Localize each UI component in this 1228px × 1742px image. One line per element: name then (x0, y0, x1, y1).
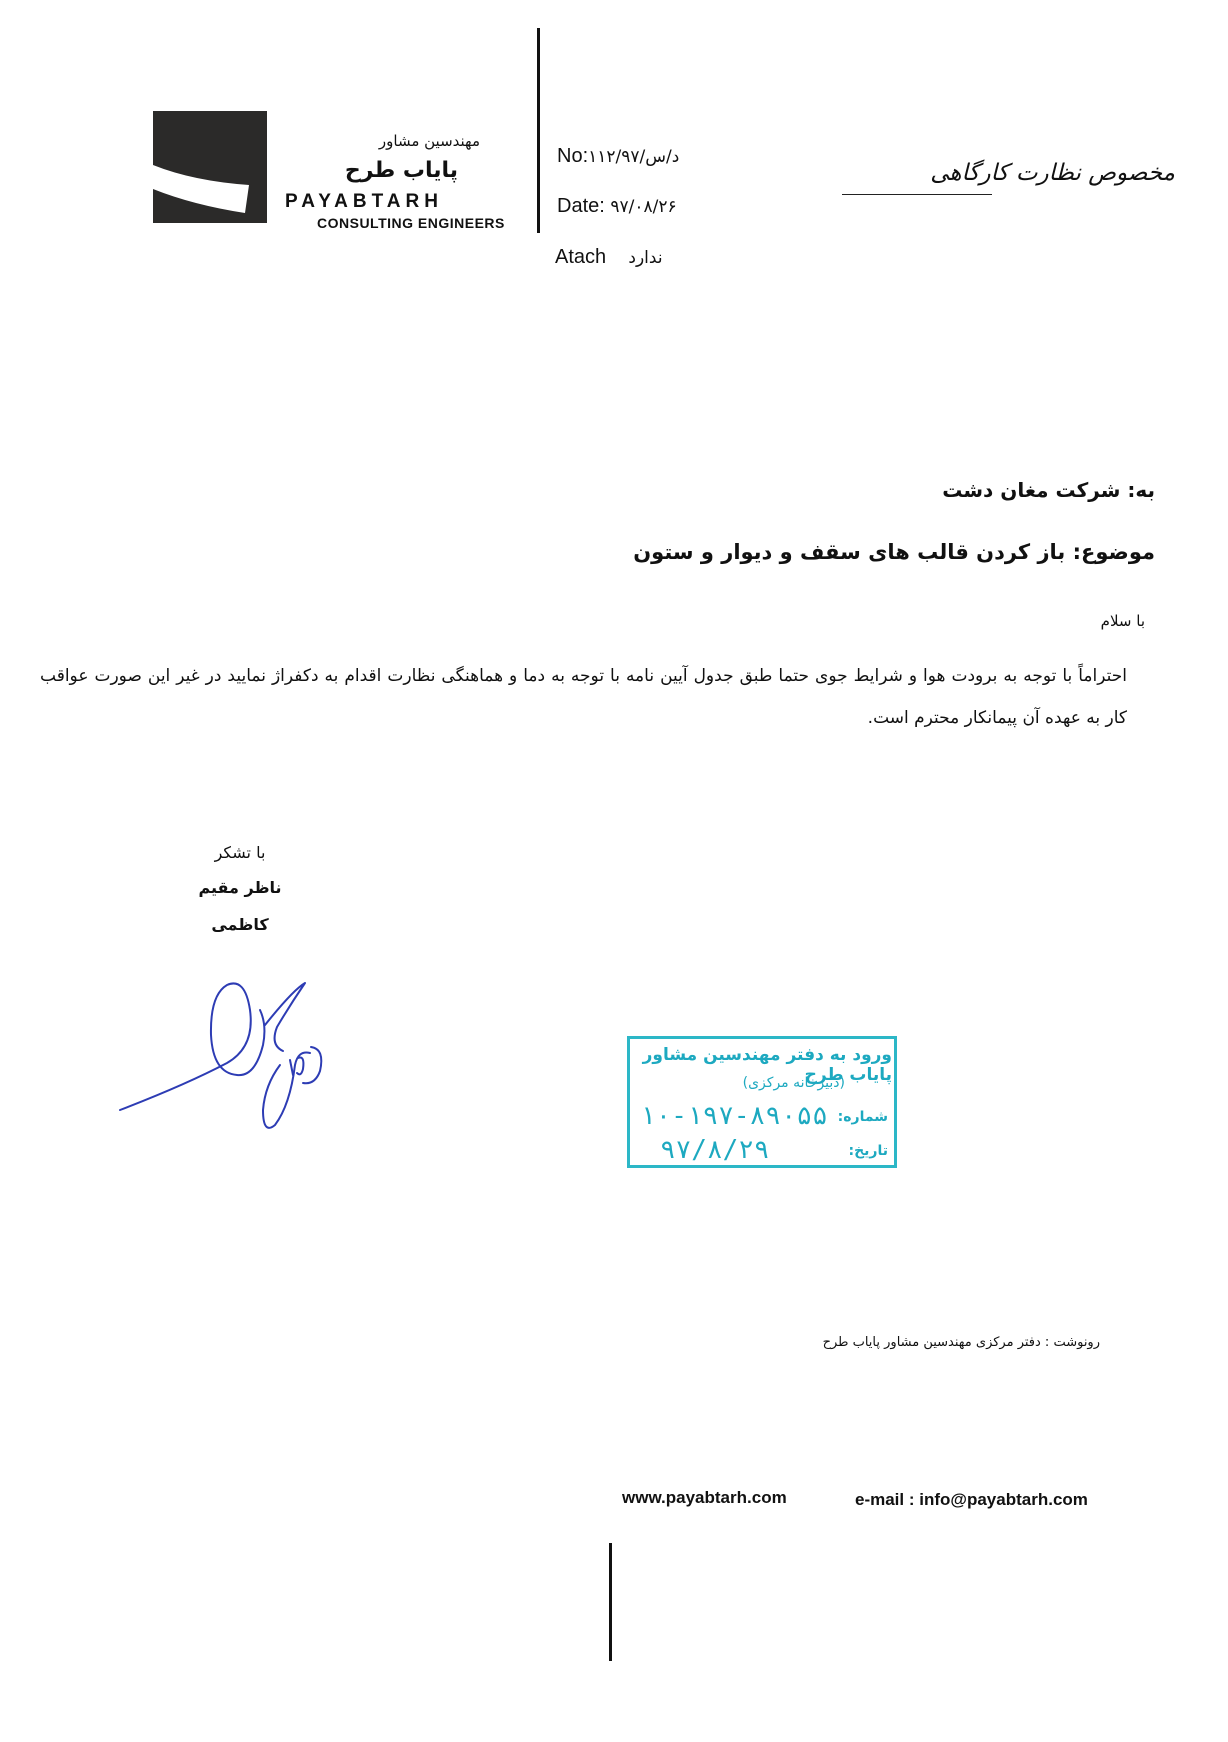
letter-body: احتراماً با توجه به برودت هوا و شرایط جوی حتما طبق جدول آیین نامه با توجه به دما و هماهنگی نظارت اقدام به دکفراژ نمایید در غیر این صورت عواقب کار به عهده آن پیمانکار محترم است. (40, 666, 1127, 728)
stamp-number-value: ۱۰-۱۹۷-۸۹۰۵۵ (640, 1101, 828, 1131)
signoff-title: ناظر مقیم (198, 878, 282, 897)
stamp-title: ورود به دفتر مهندسین مشاور پایاب طرح (642, 1045, 892, 1085)
reference-date (557, 195, 677, 218)
company-subtitle-fa: مهندسین مشاور (378, 132, 480, 150)
subject: موضوع: باز کردن قالب های سقف و دیوار و ستون (633, 540, 1155, 564)
reference-number (557, 145, 679, 168)
stamp-date-value: ۹۷/۸/۲۹ (660, 1135, 770, 1165)
company-name-en: PAYABTARH (285, 191, 443, 212)
reference-number-label: No: (557, 145, 589, 167)
stamp-subtitle: (دبیرخانه مرکزی) (742, 1075, 845, 1091)
company-name-fa: پایاب طرح (344, 158, 458, 183)
footer-divider (609, 1543, 612, 1661)
signoff-thanks: با تشکر (214, 843, 266, 862)
reference-attachment (555, 246, 663, 269)
stamp-date-label: تاریخ: (848, 1143, 888, 1159)
company-logo (153, 111, 267, 223)
special-title: مخصوص نظارت کارگاهی (930, 160, 1175, 186)
receipt-stamp (627, 1036, 897, 1168)
greeting: با سلام (1100, 612, 1145, 630)
reference-number-value: ۱۱۲/د/س/۹۷ (588, 147, 680, 167)
handwritten-signature (115, 965, 345, 1149)
footer-website: www.payabtarh.com (622, 1488, 787, 1507)
attachment-label: Atach (555, 246, 607, 268)
reference-date-value: ۹۷/۰۸/۲۶ (610, 197, 677, 217)
company-tagline-en: CONSULTING ENGINEERS (317, 215, 505, 231)
special-title-underline (842, 194, 992, 195)
recipient: به: شرکت مغان دشت (942, 478, 1155, 502)
header-divider (537, 28, 540, 233)
cc-line: رونوشت : دفتر مرکزی مهندسین مشاور پایاب طرح (822, 1335, 1100, 1350)
signoff-name: کاظمی (211, 915, 269, 934)
footer-email: e-mail : info@payabtarh.com (855, 1490, 1088, 1509)
stamp-number-label: شماره: (837, 1109, 888, 1125)
attachment-value: ندارد (628, 248, 663, 268)
reference-date-label: Date: (557, 195, 605, 217)
